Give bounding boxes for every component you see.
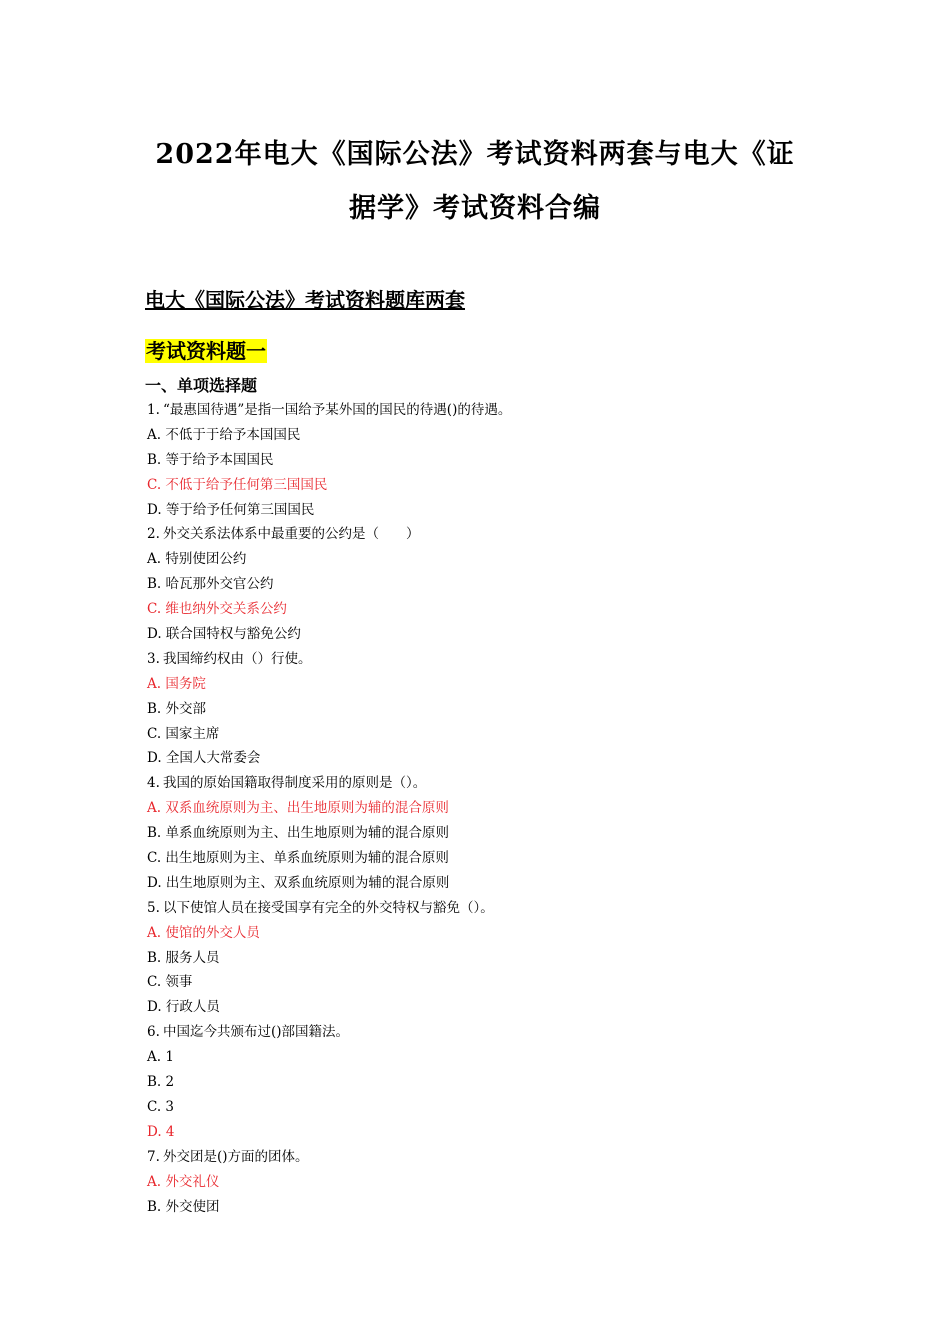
answer-option: B. 服务人员 [147, 949, 220, 966]
answer-option-correct: A. 国务院 [147, 675, 206, 692]
part-heading: 一、单项选择题 [145, 376, 258, 395]
answer-option: D. 联合国特权与豁免公约 [147, 626, 301, 643]
question-text: 我国缔约权由（）行使。 [163, 650, 312, 667]
answer-option: A. 特别使团公约 [147, 551, 247, 568]
answer-option: B. 等于给予本国国民 [147, 451, 274, 468]
answer-option: B. 2 [147, 1074, 175, 1091]
answer-option: B. 单系血统原则为主、出生地原则为辅的混合原则 [147, 825, 450, 842]
answer-option-correct: A. 外交礼仪 [147, 1173, 220, 1190]
answer-option-correct: A. 使馆的外交人员 [147, 924, 260, 941]
question-text: 外交团是()方面的团体。 [163, 1148, 309, 1165]
question-stem [147, 1145, 847, 1170]
answer-option: D. 全国人大常委会 [147, 750, 261, 767]
question-text: 外交关系法体系中最重要的公约是（ ） [163, 526, 420, 543]
question-text: “最惠国待遇”是指一国给予某外国的国民的待遇()的待遇。 [163, 402, 512, 418]
answer-option: A. 1 [147, 1049, 174, 1066]
answer-option: C. 3 [147, 1098, 175, 1115]
document-title [100, 128, 850, 236]
answer-option: B. 外交部 [147, 700, 207, 717]
answer-option: C. 领事 [147, 974, 193, 991]
answer-option: C. 出生地原则为主、单系血统原则为辅的混合原则 [147, 850, 449, 867]
set-heading-text: 考试资料题一 [146, 339, 266, 363]
answer-option-correct: C. 维也纳外交关系公约 [147, 601, 287, 618]
question-stem [147, 896, 847, 921]
question-stem [147, 398, 847, 423]
question-number: 2. [147, 526, 160, 543]
question-text: 中国迄今共颁布过()部国籍法。 [163, 1024, 350, 1041]
answer-option-correct: A. 双系血统原则为主、出生地原则为辅的混合原则 [147, 800, 449, 817]
question-list [147, 398, 847, 1219]
answer-option-correct: C. 不低于给予任何第三国国民 [147, 476, 328, 493]
answer-option: C. 国家主席 [147, 725, 220, 742]
question-number: 1. [147, 402, 160, 418]
section-heading: 电大《国际公法》考试资料题库两套 [145, 288, 465, 312]
question-stem [147, 1020, 847, 1045]
question-text: 以下使馆人员在接受国享有完全的外交特权与豁免（）。 [163, 899, 494, 916]
answer-option: D. 出生地原则为主、双系血统原则为辅的混合原则 [147, 874, 450, 891]
answer-option-correct: D. 4 [147, 1123, 175, 1140]
question-number: 5. [147, 899, 160, 916]
answer-option: D. 行政人员 [147, 999, 220, 1016]
answer-option: D. 等于给予任何第三国国民 [147, 501, 315, 518]
question-number: 3. [147, 650, 160, 667]
question-number: 6. [147, 1024, 160, 1041]
set-heading [145, 336, 267, 366]
document-title-line-1: 2022年电大《国际公法》考试资料两套与电大《证 [155, 139, 795, 170]
answer-option: A. 不低于于给予本国国民 [147, 426, 301, 443]
answer-option: B. 外交使团 [147, 1198, 220, 1215]
document-title-line-2: 据学》考试资料合编 [349, 193, 601, 224]
question-stem [147, 647, 847, 672]
answer-option: B. 哈瓦那外交官公约 [147, 576, 274, 593]
question-stem [147, 522, 847, 547]
question-number: 4. [147, 775, 160, 792]
question-text: 我国的原始国籍取得制度采用的原则是（）。 [163, 775, 427, 792]
question-number: 7. [147, 1148, 160, 1165]
question-stem [147, 771, 847, 796]
